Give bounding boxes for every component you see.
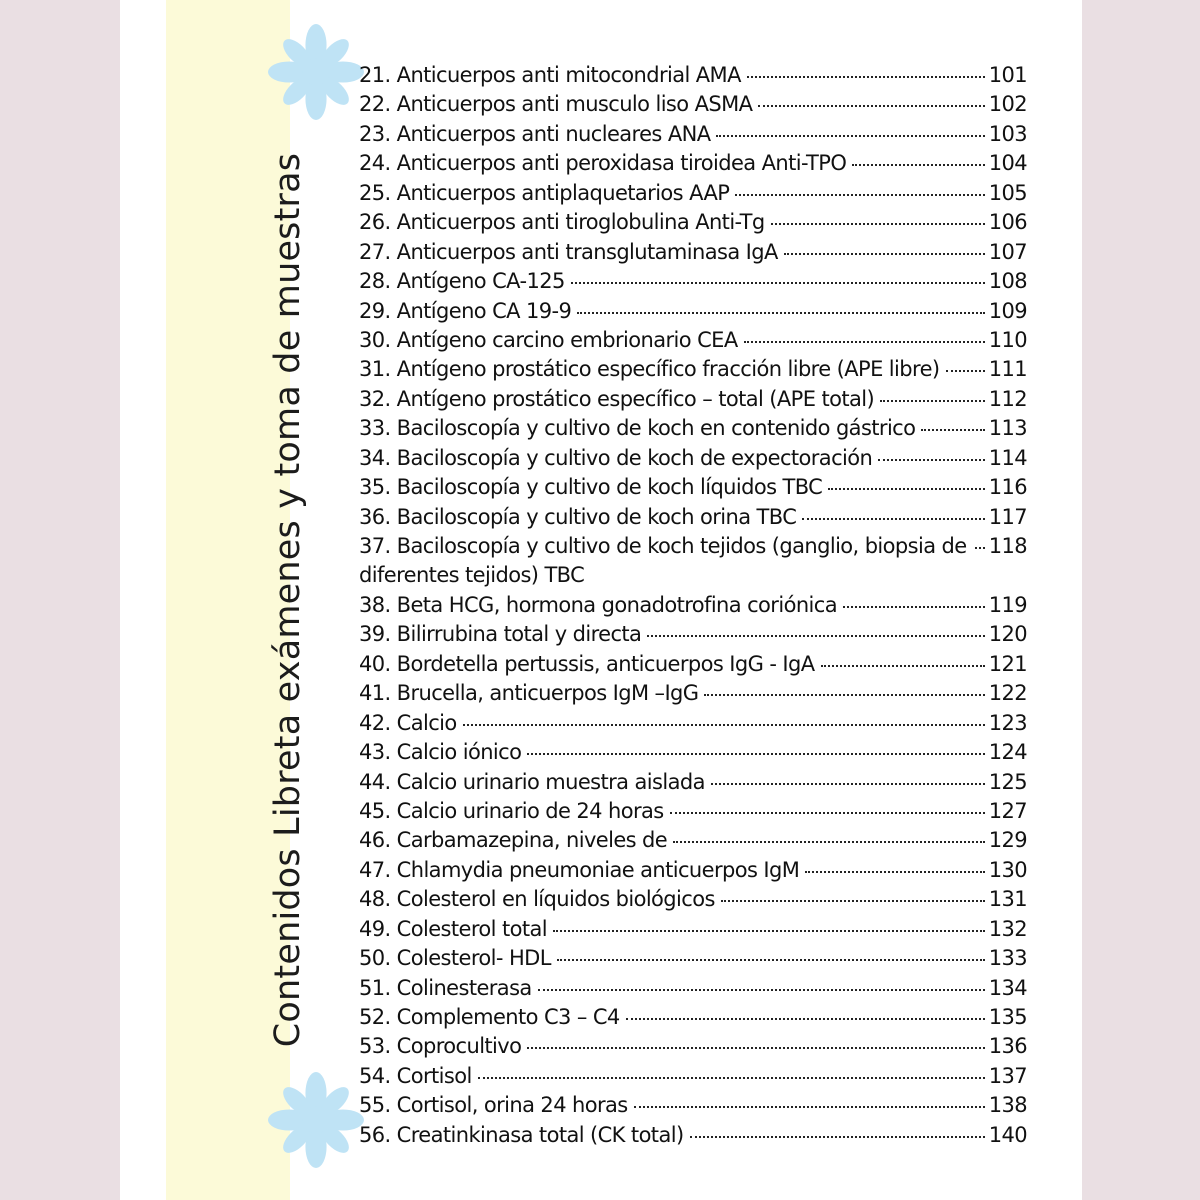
dot-leader (771, 223, 985, 225)
toc-entry (359, 385, 1027, 414)
dot-leader (744, 341, 985, 343)
toc-entry (359, 591, 1027, 620)
toc-entry-title: 26. Anticuerpos anti tiroglobulina Anti-Tg (359, 210, 765, 235)
toc-entry-title: 45. Calcio urinario de 24 horas (359, 798, 664, 823)
toc-entry-page: 116 (988, 475, 1027, 500)
dot-leader (670, 812, 985, 814)
toc-entry (359, 679, 1027, 708)
dot-leader (946, 370, 985, 372)
toc-entry (359, 355, 1027, 384)
dot-leader (626, 1018, 985, 1020)
dot-leader (647, 635, 984, 637)
toc-entry-title: 30. Antígeno carcino embrionario CEA (359, 327, 738, 352)
toc-entry-page: 122 (988, 681, 1027, 706)
dot-leader (571, 282, 985, 284)
toc-entry-page: 111 (988, 357, 1027, 382)
toc-entry (359, 768, 1027, 797)
toc-entry-page: 112 (988, 386, 1027, 411)
toc-entry-page: 113 (988, 416, 1027, 441)
dot-leader (577, 312, 984, 314)
toc-entry-title: 23. Anticuerpos anti nucleares ANA (359, 121, 711, 146)
toc-entry-page: 104 (988, 151, 1027, 176)
toc-entry (359, 532, 1027, 591)
flower-icon (268, 24, 364, 120)
toc-entry-page: 125 (988, 769, 1027, 794)
toc-entry (359, 797, 1027, 826)
toc-entry-title: 48. Colesterol en líquidos biológicos (359, 887, 715, 912)
toc-entry-page: 114 (988, 445, 1027, 470)
toc-entry-title: 25. Anticuerpos antiplaquetarios AAP (359, 180, 730, 205)
toc-entry-page: 101 (988, 63, 1027, 87)
toc-entry-page: 108 (988, 269, 1027, 294)
toc-entry-title: 28. Antígeno CA-125 (359, 269, 565, 294)
toc-entry-title: 35. Baciloscopía y cultivo de koch líquidos TBC (359, 475, 823, 500)
toc-entry-page: 107 (988, 239, 1027, 264)
toc-entry (359, 1091, 1027, 1120)
toc-entry-title: 22. Anticuerpos anti musculo liso ASMA (359, 92, 753, 117)
toc-entry (359, 61, 1027, 90)
toc-entry-page: 110 (988, 327, 1027, 352)
toc-entry (359, 1062, 1027, 1091)
toc-entry-page: 103 (988, 121, 1027, 146)
toc-entry (359, 297, 1027, 326)
toc-entry-page: 119 (988, 592, 1027, 617)
toc-entry (359, 1121, 1027, 1150)
toc-entry-page: 138 (988, 1093, 1027, 1118)
dot-leader (852, 164, 984, 166)
dot-leader (527, 753, 984, 755)
toc-entry-page: 106 (988, 210, 1027, 235)
toc-entry-page: 130 (988, 857, 1027, 882)
dot-leader (557, 959, 985, 961)
toc-entry-title: 36. Baciloscopía y cultivo de koch orina TBC (359, 504, 797, 529)
toc-entry-title: 40. Bordetella pertussis, anticuerpos IgG - IgA (359, 651, 815, 676)
toc-entry-title: 46. Carbamazepina, niveles de (359, 828, 668, 853)
toc-entry (359, 414, 1027, 443)
toc-entry-page: 121 (988, 651, 1027, 676)
toc-entry-title: 51. Colinesterasa (359, 975, 532, 1000)
toc-entry (359, 473, 1027, 502)
toc-entry (359, 1032, 1027, 1061)
toc-entry-title: 33. Baciloscopía y cultivo de koch en contenido gástrico (359, 416, 916, 441)
dot-leader (478, 1077, 985, 1079)
dot-leader (878, 459, 984, 461)
dot-leader (527, 1047, 984, 1049)
toc-entry-page: 118 (988, 534, 1027, 558)
dot-leader (721, 900, 985, 902)
toc-entry-title: 50. Colesterol- HDL (359, 946, 551, 971)
dot-leader (802, 518, 984, 520)
toc-entry (359, 974, 1027, 1003)
toc-entry-title: 38. Beta HCG, hormona gonadotrofina coriónica (359, 592, 837, 617)
toc-entry-page: 109 (988, 298, 1027, 323)
toc-entry-title: 44. Calcio urinario muestra aislada (359, 769, 705, 794)
dot-leader (735, 194, 984, 196)
toc-entry (359, 238, 1027, 267)
dot-leader (538, 989, 985, 991)
toc-entry-title: 31. Antígeno prostático específico fracción libre (APE libre) (359, 357, 940, 382)
toc-entry-title: 21. Anticuerpos anti mitocondrial AMA (359, 63, 741, 87)
toc-entry-title: 27. Anticuerpos anti transglutaminasa IgA (359, 239, 778, 264)
toc-entry-title: 42. Calcio (359, 710, 457, 735)
toc-entry (359, 179, 1027, 208)
dot-leader (673, 841, 985, 843)
toc-entry (359, 620, 1027, 649)
toc-entry-title: 43. Calcio iónico (359, 740, 522, 765)
toc-entry (359, 120, 1027, 149)
page-title: Contenidos Libreta exámenes y toma de muestras (268, 152, 308, 1048)
toc-entry (359, 944, 1027, 973)
toc-entry (359, 826, 1027, 855)
dot-leader (711, 783, 985, 785)
toc-entry (359, 650, 1027, 679)
toc-entry-title: 55. Cortisol, orina 24 horas (359, 1093, 628, 1118)
toc-entry-page: 120 (988, 622, 1027, 647)
toc-entry-page: 137 (988, 1063, 1027, 1088)
toc-entry-title: 29. Antígeno CA 19-9 (359, 298, 572, 323)
toc-entry-page: 132 (988, 916, 1027, 941)
toc-entry (359, 885, 1027, 914)
toc-entry (359, 503, 1027, 532)
toc-entry-page: 102 (988, 92, 1027, 117)
dot-leader (828, 488, 984, 490)
toc-entry-page: 131 (988, 887, 1027, 912)
toc-entry-page: 129 (988, 828, 1027, 853)
toc-entry-page: 123 (988, 710, 1027, 735)
toc-entry (359, 208, 1027, 237)
toc-entry-page: 140 (988, 1122, 1027, 1147)
toc-entry (359, 856, 1027, 885)
dot-leader (716, 135, 984, 137)
toc-entry-title: 47. Chlamydia pneumoniae anticuerpos IgM (359, 857, 800, 882)
table-of-contents (359, 61, 1027, 1150)
toc-entry-title: 52. Complemento C3 – C4 (359, 1005, 620, 1030)
toc-entry-title: 39. Bilirrubina total y directa (359, 622, 642, 647)
toc-entry (359, 1003, 1027, 1032)
toc-entry (359, 738, 1027, 767)
toc-entry-page: 124 (988, 740, 1027, 765)
dot-leader (634, 1106, 985, 1108)
dot-leader (975, 547, 985, 549)
flower-icon (268, 1072, 364, 1168)
dot-leader (747, 76, 985, 78)
toc-entry (359, 326, 1027, 355)
toc-entry-title: 53. Coprocultivo (359, 1034, 522, 1059)
toc-entry-title: 54. Cortisol (359, 1063, 472, 1088)
toc-entry-title: 56. Creatinkinasa total (CK total) (359, 1122, 684, 1147)
toc-entry (359, 267, 1027, 296)
toc-entry-page: 135 (988, 1005, 1027, 1030)
toc-entry-title: 32. Antígeno prostático específico – total (APE total) (359, 386, 875, 411)
toc-entry-title: 37. Baciloscopía y cultivo de koch tejidos (ganglio, biopsia de diferentes tejidos) TBC (359, 534, 967, 588)
toc-entry (359, 444, 1027, 473)
toc-entry-page: 117 (988, 504, 1027, 529)
dot-leader (921, 429, 984, 431)
dot-leader (880, 400, 985, 402)
toc-entry-page: 136 (988, 1034, 1027, 1059)
toc-entry-page: 127 (988, 798, 1027, 823)
toc-entry-page: 133 (988, 946, 1027, 971)
toc-entry-page: 134 (988, 975, 1027, 1000)
toc-entry-title: 24. Anticuerpos anti peroxidasa tiroidea Anti-TPO (359, 151, 847, 176)
toc-entry-title: 41. Brucella, anticuerpos IgM –IgG (359, 681, 699, 706)
dot-leader (463, 724, 985, 726)
dot-leader (843, 606, 985, 608)
dot-leader (784, 253, 985, 255)
toc-entry-page: 105 (988, 180, 1027, 205)
toc-entry (359, 149, 1027, 178)
toc-entry (359, 709, 1027, 738)
toc-entry-title: 49. Colesterol total (359, 916, 547, 941)
dot-leader (821, 665, 985, 667)
dot-leader (553, 930, 985, 932)
dot-leader (758, 105, 984, 107)
dot-leader (690, 1136, 985, 1138)
toc-entry (359, 90, 1027, 119)
dot-leader (704, 694, 984, 696)
toc-entry-title: 34. Baciloscopía y cultivo de koch de expectoración (359, 445, 873, 470)
toc-entry (359, 915, 1027, 944)
dot-leader (805, 871, 984, 873)
